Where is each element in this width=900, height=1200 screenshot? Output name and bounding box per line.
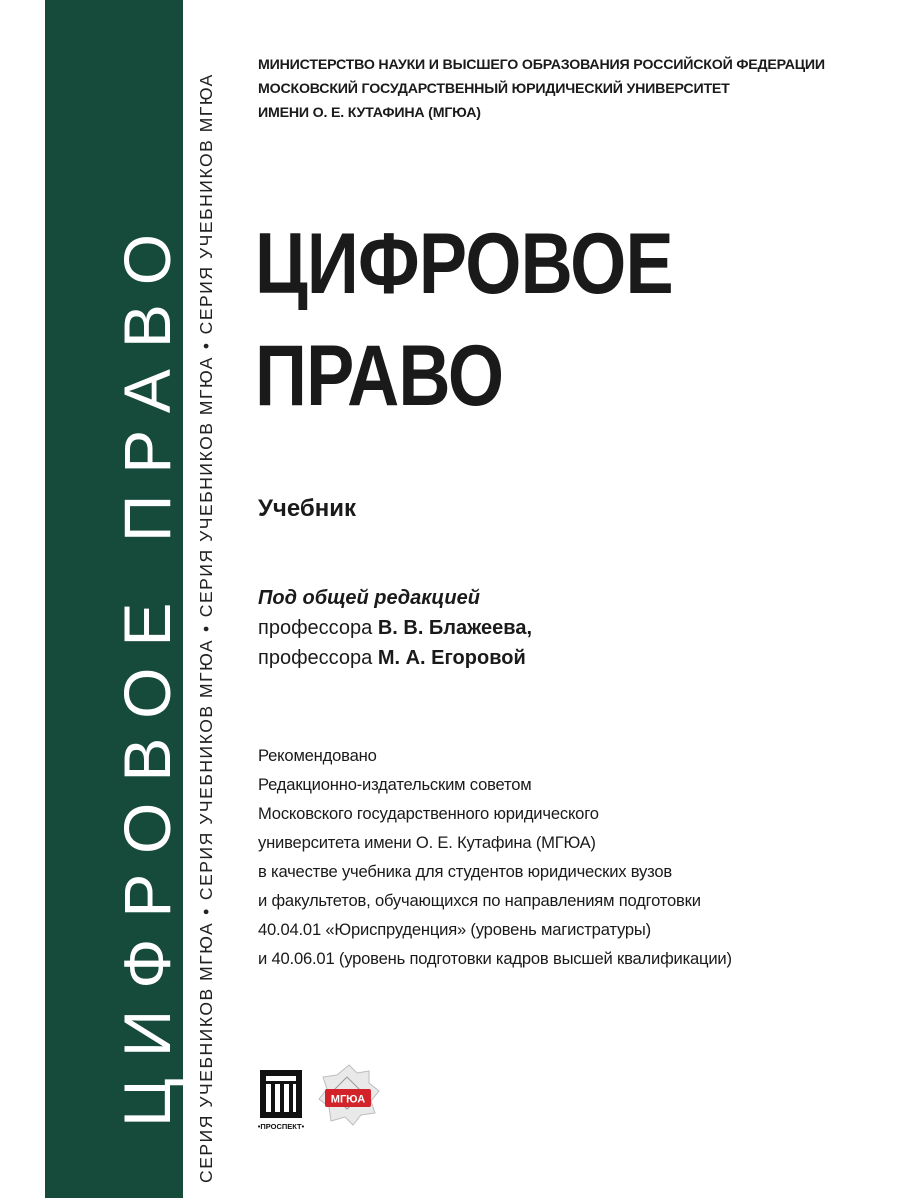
recommendation-line: и факультетов, обучающихся по направлениям подготовки: [258, 891, 701, 910]
series-label: СЕРИЯ УЧЕБНИКОВ МГЮА: [196, 921, 216, 1183]
recommendation-line: университета имени О. Е. Кутафина (МГЮА): [258, 833, 596, 852]
book-title-line1: ЦИФРОВОЕ: [255, 216, 673, 312]
editor-2-name: М. А. Егоровой: [377, 647, 526, 669]
mgua-logo-icon: [317, 1063, 381, 1129]
series-separator: •: [196, 624, 216, 632]
series-label: СЕРИЯ УЧЕБНИКОВ МГЮА: [196, 73, 216, 335]
recommendation-line: и 40.06.01 (уровень подготовки кадров высшей квалификации): [258, 949, 732, 968]
recommendation-block: [258, 741, 732, 973]
institution-header: [258, 53, 825, 125]
prospekt-logo-text: •ПРОСПЕКТ•: [257, 1122, 305, 1131]
editor-1-title: профессора: [258, 617, 378, 639]
mgua-logo-text: МГЮА: [330, 1093, 366, 1106]
book-title-line2: ПРАВО: [255, 328, 504, 424]
ministry-line: МИНИСТЕРСТВО НАУКИ И ВЫСШЕГО ОБРАЗОВАНИЯ РОССИЙСКОЙ ФЕДЕРАЦИИ: [258, 57, 825, 73]
recommendation-line: Московского государственного юридического: [258, 804, 599, 823]
series-label: СЕРИЯ УЧЕБНИКОВ МГЮА: [196, 638, 216, 901]
prospekt-logo-icon: [252, 1070, 310, 1132]
editor-1: [258, 613, 532, 643]
editor-1-name: В. В. Блажеева,: [377, 617, 533, 639]
recommendation-line: Рекомендовано: [258, 746, 377, 765]
university-name-line: ИМЕНИ О. Е. КУТАФИНА (МГЮА): [258, 105, 481, 121]
series-separator: •: [196, 341, 216, 350]
series-column: [198, 73, 216, 1183]
book-title: [255, 208, 673, 432]
recommendation-line: 40.04.01 «Юриспруденция» (уровень магистратуры): [258, 920, 651, 939]
recommendation-line: Редакционно-издательским советом: [258, 775, 532, 794]
university-line: МОСКОВСКИЙ ГОСУДАРСТВЕННЫЙ ЮРИДИЧЕСКИЙ УНИВЕРСИТЕТ: [258, 81, 730, 97]
spine-title: ЦИФРОВОЕ ПРАВО: [110, 212, 184, 1127]
editor-2-title: профессора: [258, 647, 378, 669]
editor-2: [258, 643, 532, 673]
editors-lead: Под общей редакцией: [258, 587, 480, 609]
recommendation-line: в качестве учебника для студентов юридических вузов: [258, 862, 672, 881]
series-separator: •: [196, 907, 216, 915]
book-type: Учебник: [258, 495, 356, 522]
series-label: СЕРИЯ УЧЕБНИКОВ МГЮА: [196, 356, 216, 618]
editors-block: [258, 583, 532, 673]
